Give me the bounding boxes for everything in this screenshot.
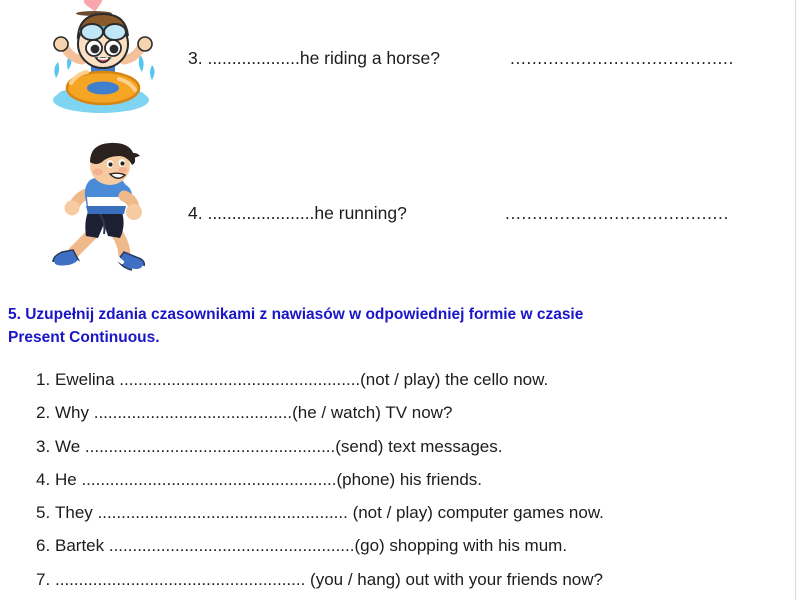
list-item [36, 570, 776, 603]
list-item [36, 470, 776, 503]
list-item-number: 7. [36, 569, 51, 589]
list-item-text[interactable]: He ......................................................(phone) his friends. [55, 469, 483, 489]
list-item [36, 370, 776, 403]
list-item-number: 4. [36, 469, 51, 489]
list-item-number: 5. [36, 503, 51, 523]
list-item [36, 536, 776, 569]
list-item-text[interactable]: ..................................................... (you / hang) out with your friends now? [55, 569, 603, 589]
list-item-text[interactable]: We .....................................................(send) text messages. [55, 436, 503, 456]
list-item-text[interactable]: They ..................................................... (not / play) computer games now. [55, 503, 604, 523]
list-item-text[interactable]: Ewelina ...................................................(not / play) the cello now. [55, 370, 549, 389]
list-item-number: 2. [36, 403, 51, 423]
question-3-answer-line[interactable]: ......................................... [510, 48, 734, 68]
question-3-prompt: 3. ...................he riding a horse? [188, 48, 440, 68]
list-item [36, 503, 776, 536]
boy-running-icon [44, 140, 164, 290]
list-item [36, 437, 776, 470]
exercise-5-heading [8, 303, 708, 349]
exercise-5-sentence-list [36, 370, 776, 603]
exercise-5-heading-line2: Present Continuous. [8, 329, 160, 346]
list-item-number: 1. [36, 370, 51, 389]
list-item-text[interactable]: Bartek ....................................................(go) shopping with his mum. [55, 536, 568, 556]
question-4-answer-line[interactable]: ......................................... [505, 203, 729, 223]
boy-swimming-in-ring-icon [38, 0, 168, 130]
question-row-4 [0, 130, 800, 260]
list-item-number: 6. [36, 536, 51, 556]
question-row-3 [0, 0, 800, 130]
exercise-5-heading-line1: 5. Uzupełnij zdania czasownikami z nawiasów w odpowiedniej formie w czasie [8, 306, 584, 323]
question-4-prompt: 4. ......................he running? [188, 203, 407, 223]
list-item-number: 3. [36, 436, 51, 456]
list-item-text[interactable]: Why ..........................................(he / watch) TV now? [55, 403, 453, 423]
list-item [36, 403, 776, 436]
